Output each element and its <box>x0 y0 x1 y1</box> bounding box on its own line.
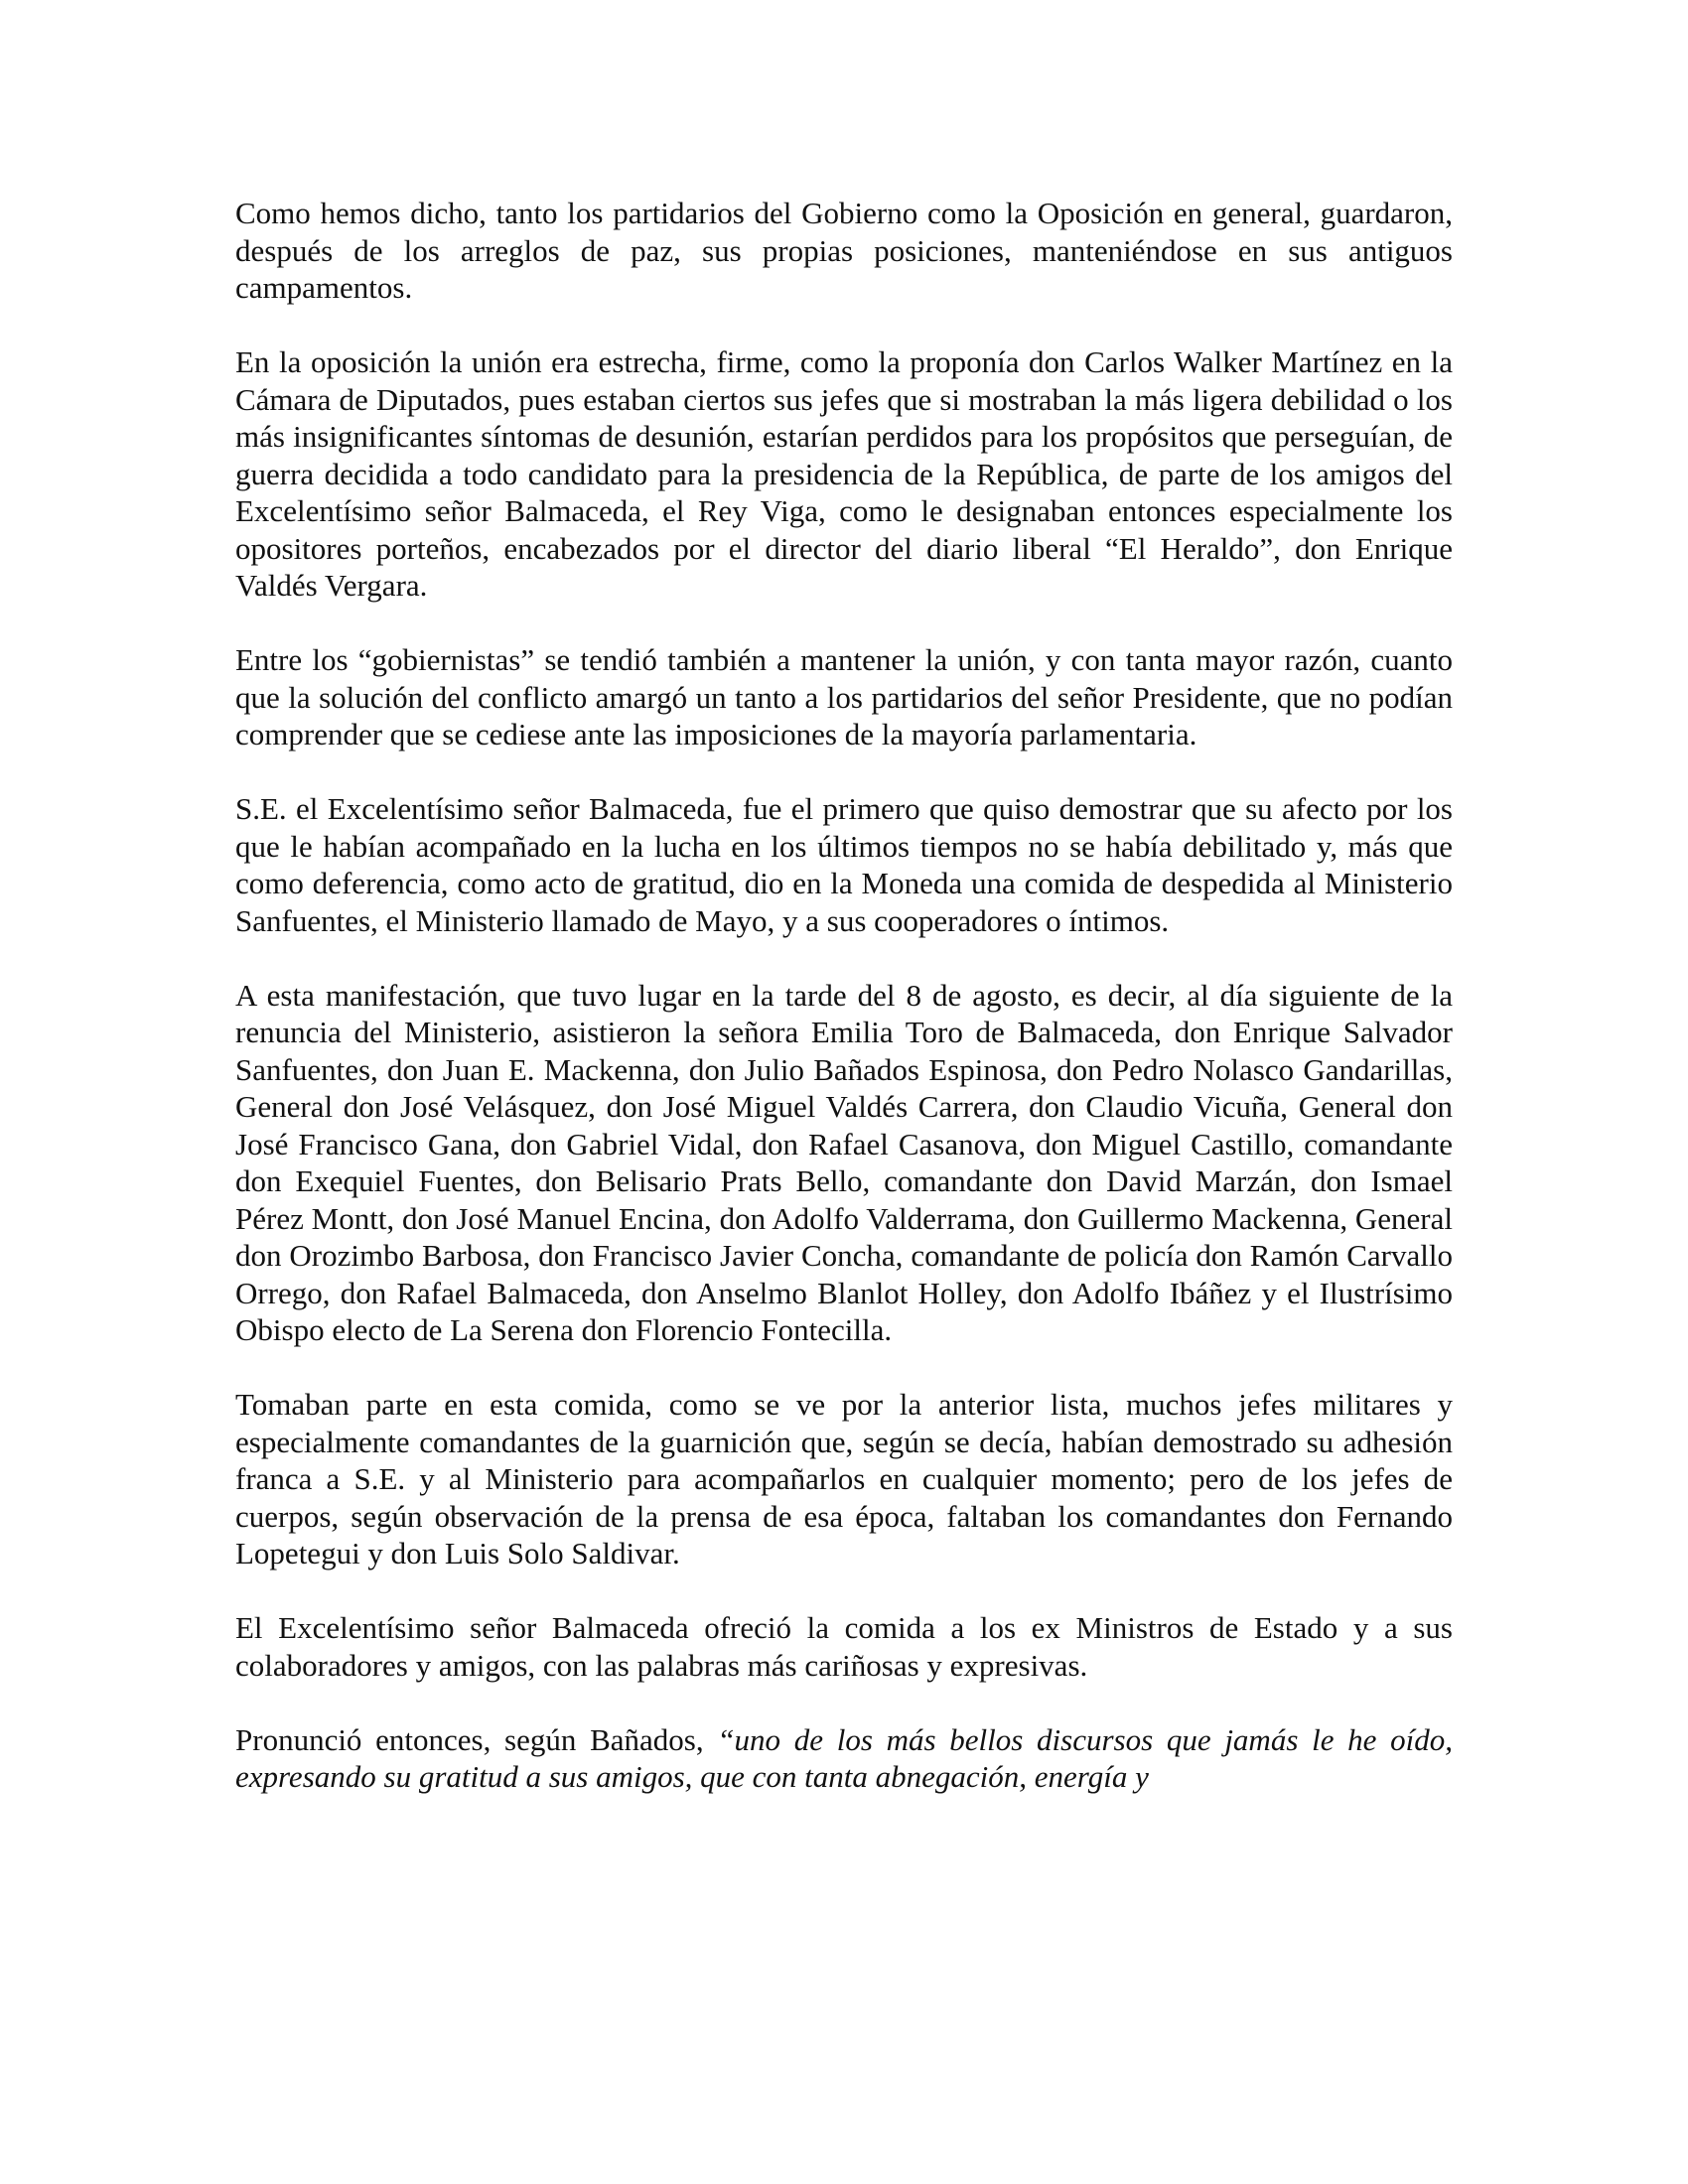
speech-intro-text: Pronunció entonces, según Bañados, <box>235 1721 718 1757</box>
paragraph-opposition-positions: Como hemos dicho, tanto los partidarios del Gobierno como la Oposición en general, guardaron, después de los arreglos de paz, sus propias posiciones, manteniéndose en sus antiguos campamentos. <box>235 196 1453 305</box>
speech-quote-text: “uno de los más bellos discursos que jamás le he oído, expresando su gratitud a sus amigos, que con tanta abnegación, energía y <box>235 1721 1453 1794</box>
paragraph-balmaceda-dinner: S.E. el Excelentísimo señor Balmaceda, fue el primero que quiso demostrar que su afecto por los que le habían acompañado en la lucha en los últimos tiempos no se había debilitado y, más que como deferencia, como acto de gratitud, dio en la Moneda una comida de despedida al Ministerio Sanfuentes, el Ministerio llamado de Mayo, y a sus cooperadores o íntimos. <box>235 791 1453 938</box>
paragraph-gobiernistas: Entre los “gobiernistas” se tendió también a mantener la unión, y con tanta mayor razón, cuanto que la solución del conflicto amargó un tanto a los partidarios del señor Presidente, que no podían comprender que se cediese ante las imposiciones de la mayoría parlamentaria. <box>235 642 1453 751</box>
paragraph-military-chiefs: Tomaban parte en esta comida, como se ve por la anterior lista, muchos jefes militares y especialmente comandantes de la guarnición que, según se decía, habían demostrado su adhesión franca a S.E. y al Ministerio para acompañarlos en cualquier momento; pero de los jefes de cuerpos, según observación de la prensa de esa época, faltaban los comandantes don Fernando Lopetegui y don Luis Solo Saldivar. <box>235 1387 1453 1570</box>
document-page <box>235 195 1453 1796</box>
paragraph-guest-list: A esta manifestación, que tuvo lugar en la tarde del 8 de agosto, es decir, al día siguiente de la renuncia del Ministerio, asistieron la señora Emilia Toro de Balmaceda, don Enrique Salvador Sanfuentes, don Juan E. Mackenna, don Julio Bañados Espinosa, don Pedro Nolasco Gandarillas, General don José Velásquez, don José Miguel Valdés Carrera, don Claudio Vicuña, General don José Francisco Gana, don Gabriel Vidal, don Rafael Casanova, don Miguel Castillo, comandante don Exequiel Fuentes, don Belisario Prats Bello, comandante don David Marzán, don Ismael Pérez Montt, don José Manuel Encina, don Adolfo Valderrama, don Guillermo Mackenna, General don Orozimbo Barbosa, don Francisco Javier Concha, comandante de policía don Ramón Carvallo Orrego, don Rafael Balmaceda, don Anselmo Blanlot Holley, don Adolfo Ibáñez y el Ilustrísimo Obispo electo de La Serena don Florencio Fontecilla. <box>235 977 1453 1347</box>
paragraph-dinner-offered: El Excelentísimo señor Balmaceda ofreció la comida a los ex Ministros de Estado y a sus colaboradores y amigos, con las palabras más cariñosas y expresivas. <box>235 1610 1453 1683</box>
paragraph-speech-quote <box>235 1721 1453 1796</box>
paragraph-opposition-union: En la oposición la unión era estrecha, firme, como la proponía don Carlos Walker Martínez en la Cámara de Diputados, pues estaban ciertos sus jefes que si mostraban la más ligera debilidad o los más insignificantes síntomas de desunión, estarían perdidos para los propósitos que perseguían, de guerra decidida a todo candidato para la presidencia de la República, de parte de los amigos del Excelentísimo señor Balmaceda, el Rey Viga, como le designaban entonces especialmente los opositores porteños, encabezados por el director del diario liberal “El Heraldo”, don Enrique Valdés Vergara. <box>235 344 1453 603</box>
